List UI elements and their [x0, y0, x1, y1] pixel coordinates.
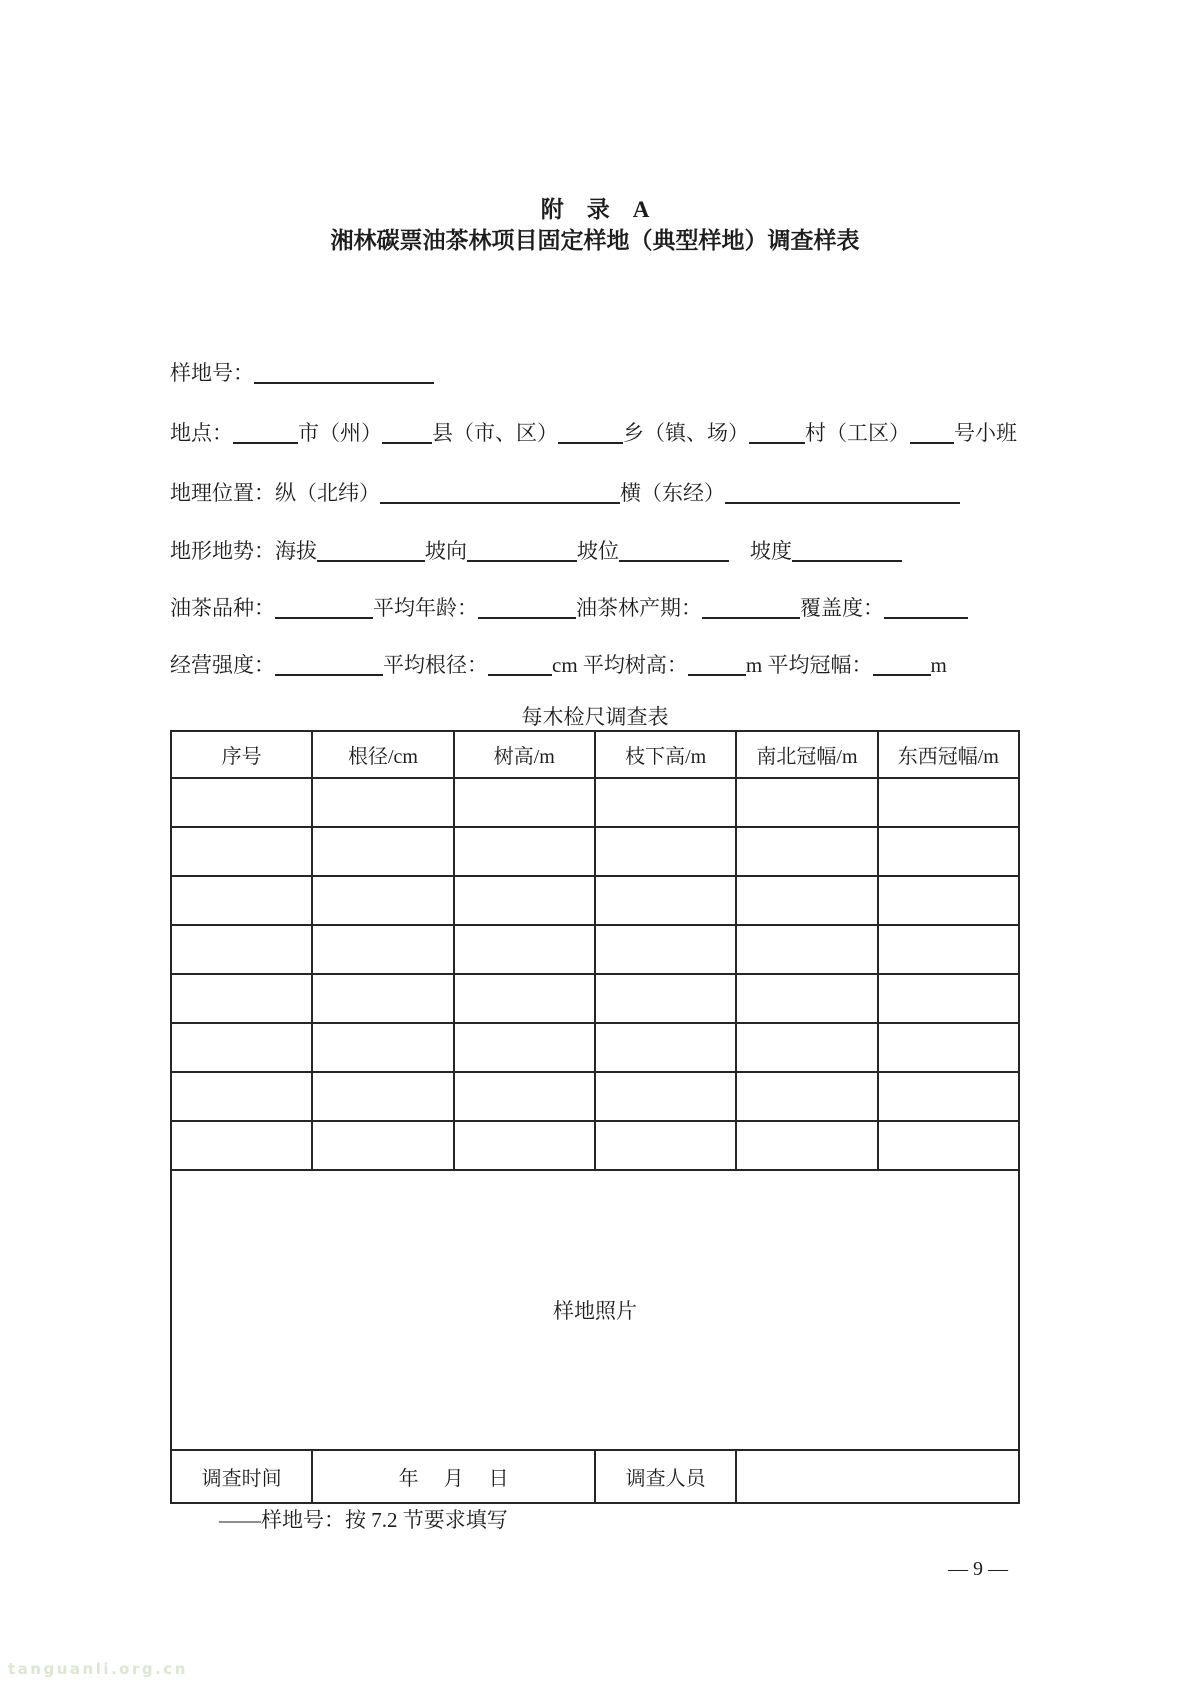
- empty-cell: [595, 1121, 736, 1170]
- table-row: [171, 1072, 1019, 1121]
- empty-cell: [171, 1023, 312, 1072]
- column-header-index: 序号: [171, 731, 312, 778]
- blank-field: [792, 540, 902, 562]
- table-header-row: [171, 731, 1019, 778]
- table-row: [171, 1023, 1019, 1072]
- empty-cell: [312, 974, 453, 1023]
- form-label: 平均根径：: [383, 653, 488, 677]
- table-row: [171, 778, 1019, 827]
- form-line-plot-number: [170, 361, 434, 386]
- empty-cell: [736, 1072, 877, 1121]
- form-label: 样地号：: [170, 361, 254, 385]
- empty-cell: [736, 827, 877, 876]
- blank-field: [702, 597, 800, 619]
- empty-cell: [454, 1072, 595, 1121]
- blank-field: [488, 654, 552, 676]
- table-title: 每木检尺调查表: [521, 705, 669, 729]
- empty-cell: [171, 778, 312, 827]
- blank-field: [275, 654, 383, 676]
- photo-row: [171, 1170, 1019, 1450]
- blank-field: [688, 654, 746, 676]
- blank-field: [749, 422, 805, 444]
- empty-cell: [171, 876, 312, 925]
- empty-cell: [454, 827, 595, 876]
- form-label: 坡位: [577, 539, 619, 563]
- empty-cell: [454, 974, 595, 1023]
- empty-cell: [878, 876, 1019, 925]
- empty-cell: [454, 1121, 595, 1170]
- form-label: m 平均冠幅：: [745, 653, 873, 677]
- blank-field: [884, 597, 968, 619]
- empty-cell: [878, 1072, 1019, 1121]
- empty-cell: [736, 1121, 877, 1170]
- empty-cell: [171, 1072, 312, 1121]
- blank-field: [275, 597, 373, 619]
- form-label: 地点：: [170, 421, 233, 445]
- form-label: 县（市、区）: [432, 421, 558, 445]
- empty-cell: [878, 778, 1019, 827]
- form-label: cm 平均树高：: [552, 653, 688, 677]
- empty-cell: [878, 974, 1019, 1023]
- empty-cell: [595, 1023, 736, 1072]
- watermark: tanguanli.org.cn: [8, 1660, 188, 1678]
- measurement-table: [170, 730, 1020, 1504]
- blank-field: [317, 540, 425, 562]
- photo-placeholder-label: 样地照片: [553, 1299, 637, 1323]
- empty-cell: [312, 1121, 453, 1170]
- empty-cell: [736, 778, 877, 827]
- empty-cell: [736, 974, 877, 1023]
- page-number: — 9 —: [948, 1558, 1008, 1580]
- form-label: 经营强度：: [170, 653, 275, 677]
- measurement-rows: [171, 778, 1019, 1170]
- empty-cell: [878, 1121, 1019, 1170]
- form-label: 地形地势：海拔: [170, 539, 317, 563]
- form-label: 坡向: [425, 539, 467, 563]
- blank-field: [873, 654, 931, 676]
- empty-cell: [595, 876, 736, 925]
- blank-field: [233, 422, 298, 444]
- table-footer-row: [171, 1450, 1019, 1503]
- form-label: m: [930, 653, 947, 677]
- empty-cell: [595, 974, 736, 1023]
- column-header-under-branch-height: 枝下高/m: [595, 731, 736, 778]
- surveyor-label: 调查人员: [595, 1450, 736, 1503]
- empty-cell: [312, 1023, 453, 1072]
- survey-time-label: 调查时间: [171, 1450, 312, 1503]
- empty-cell: [171, 974, 312, 1023]
- form-label: 号小班: [954, 421, 1017, 445]
- form-label: 乡（镇、场）: [623, 421, 749, 445]
- blank-field: [558, 422, 623, 444]
- blank-field: [910, 422, 954, 444]
- column-header-root-diameter: 根径/cm: [312, 731, 453, 778]
- form-label: 坡度: [729, 539, 792, 563]
- empty-cell: [312, 1072, 453, 1121]
- blank-field: [382, 422, 432, 444]
- form-label: 油茶林产期：: [576, 596, 702, 620]
- blank-field: [380, 482, 620, 504]
- empty-cell: [595, 778, 736, 827]
- surveyor-value-cell: [736, 1450, 1019, 1503]
- empty-cell: [454, 925, 595, 974]
- form-label: 油茶品种：: [170, 596, 275, 620]
- form-line-location: [170, 421, 1017, 446]
- table-row: [171, 876, 1019, 925]
- blank-field: [725, 482, 960, 504]
- empty-cell: [171, 925, 312, 974]
- empty-cell: [595, 827, 736, 876]
- column-header-tree-height: 树高/m: [454, 731, 595, 778]
- empty-cell: [736, 1023, 877, 1072]
- empty-cell: [878, 925, 1019, 974]
- empty-cell: [312, 778, 453, 827]
- table-row: [171, 827, 1019, 876]
- form-line-management: [170, 653, 947, 678]
- form-line-geo-position: [170, 481, 960, 506]
- form-line-variety: [170, 596, 968, 621]
- empty-cell: [171, 827, 312, 876]
- empty-cell: [878, 1023, 1019, 1072]
- empty-cell: [312, 925, 453, 974]
- blank-field: [478, 597, 576, 619]
- footnote: ——样地号：按 7.2 节要求填写: [219, 1508, 508, 1532]
- empty-cell: [595, 925, 736, 974]
- empty-cell: [171, 1121, 312, 1170]
- form-label: 覆盖度：: [800, 596, 884, 620]
- form-label: 地理位置：纵（北纬）: [170, 481, 380, 505]
- empty-cell: [454, 1023, 595, 1072]
- form-line-terrain: [170, 539, 902, 564]
- appendix-title: 附 录 A: [540, 197, 650, 222]
- form-label: 平均年龄：: [373, 596, 478, 620]
- empty-cell: [736, 925, 877, 974]
- empty-cell: [595, 1072, 736, 1121]
- blank-field: [467, 540, 577, 562]
- column-header-ns-crown-width: 南北冠幅/m: [736, 731, 877, 778]
- table-row: [171, 925, 1019, 974]
- empty-cell: [312, 876, 453, 925]
- table-row: [171, 974, 1019, 1023]
- empty-cell: [454, 778, 595, 827]
- empty-cell: [312, 827, 453, 876]
- form-label: 村（工区）: [805, 421, 910, 445]
- document-subtitle: 湘林碳票油茶林项目固定样地（典型样地）调查样表: [330, 228, 860, 253]
- survey-date-cell: 年 月 日: [312, 1450, 595, 1503]
- form-label: 横（东经）: [620, 481, 725, 505]
- column-header-ew-crown-width: 东西冠幅/m: [878, 731, 1019, 778]
- empty-cell: [454, 876, 595, 925]
- empty-cell: [736, 876, 877, 925]
- empty-cell: [878, 827, 1019, 876]
- blank-field: [254, 362, 434, 384]
- photo-cell: [171, 1170, 1019, 1450]
- table-row: [171, 1121, 1019, 1170]
- form-label: 市（州）: [298, 421, 382, 445]
- blank-field: [619, 540, 729, 562]
